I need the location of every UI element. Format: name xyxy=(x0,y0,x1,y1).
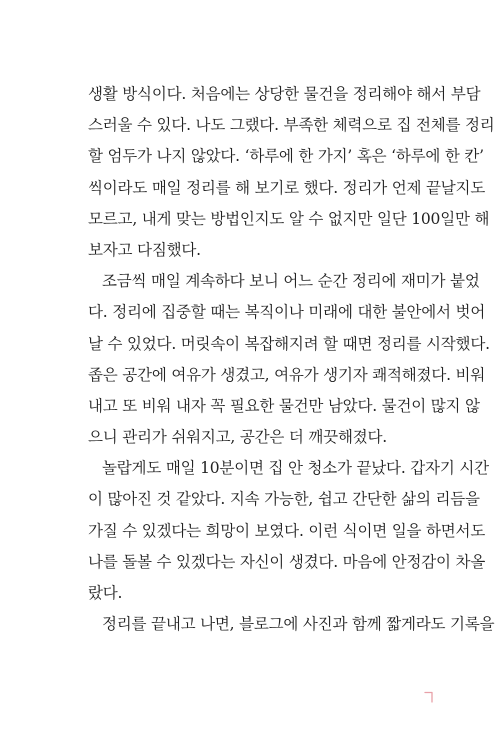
text-line: 내고 또 비워 내자 꼭 필요한 물건만 남았다. 물건이 많지 않 xyxy=(88,396,480,415)
text-line: 할 엄두가 나지 않았다. ‘하루에 한 가지’ 혹은 ‘하루에 한 칸’ xyxy=(88,147,484,166)
text-line: 좁은 공간에 여유가 생겼고, 여유가 생기자 쾌적해졌다. 비워 xyxy=(88,365,486,384)
text-line: 으니 관리가 쉬워지고, 공간은 더 깨끗해졌다. xyxy=(88,428,388,447)
text-line: 랐다. xyxy=(88,584,123,602)
text-line: 조금씩 매일 계속하다 보니 어느 순간 정리에 재미가 붙었 xyxy=(102,272,480,291)
text-line: 씩이라도 매일 정리를 해 보기로 했다. 정리가 언제 끝날지도 xyxy=(88,178,486,197)
text-line: 보자고 다짐했다. xyxy=(88,240,201,259)
text-line: 다. 정리에 집중할 때는 복직이나 미래에 대한 불안에서 벗어 xyxy=(88,303,486,322)
text-line: 생활 방식이다. 처음에는 상당한 물건을 정리해야 해서 부담 xyxy=(88,85,481,103)
corner-bracket-icon xyxy=(424,688,434,700)
page-body xyxy=(88,79,495,640)
paragraph-4 xyxy=(88,609,495,640)
paragraph-3 xyxy=(88,453,489,609)
text-line: 놀랍게도 매일 10분이면 집 안 청소가 끝났다. 갑자기 시간 xyxy=(102,459,489,478)
corner-bracket-glyph xyxy=(424,691,434,703)
text-line: 정리를 끝내고 나면, 블로그에 사진과 함께 짧게라도 기록을 xyxy=(102,615,495,634)
text-line: 날 수 있었다. 머릿속이 복잡해지려 할 때면 정리를 시작했다. xyxy=(88,334,490,353)
paragraph-2 xyxy=(88,266,490,453)
text-line: 가질 수 있겠다는 희망이 보였다. 이런 식이면 일을 하면서도 xyxy=(88,521,486,540)
paragraph-1 xyxy=(88,79,495,266)
text-line: 스러울 수 있다. 나도 그랬다. 부족한 체력으로 집 전체를 정리 xyxy=(88,116,495,135)
text-line: 이 많아진 것 같았다. 지속 가능한, 쉽고 간단한 삶의 리듬을 xyxy=(88,490,480,509)
text-line: 모르고, 내게 맞는 방법인지도 알 수 없지만 일단 100일만 해 xyxy=(88,209,490,228)
text-line: 나를 돌볼 수 있겠다는 자신이 생겼다. 마음에 안정감이 차올 xyxy=(88,552,486,571)
